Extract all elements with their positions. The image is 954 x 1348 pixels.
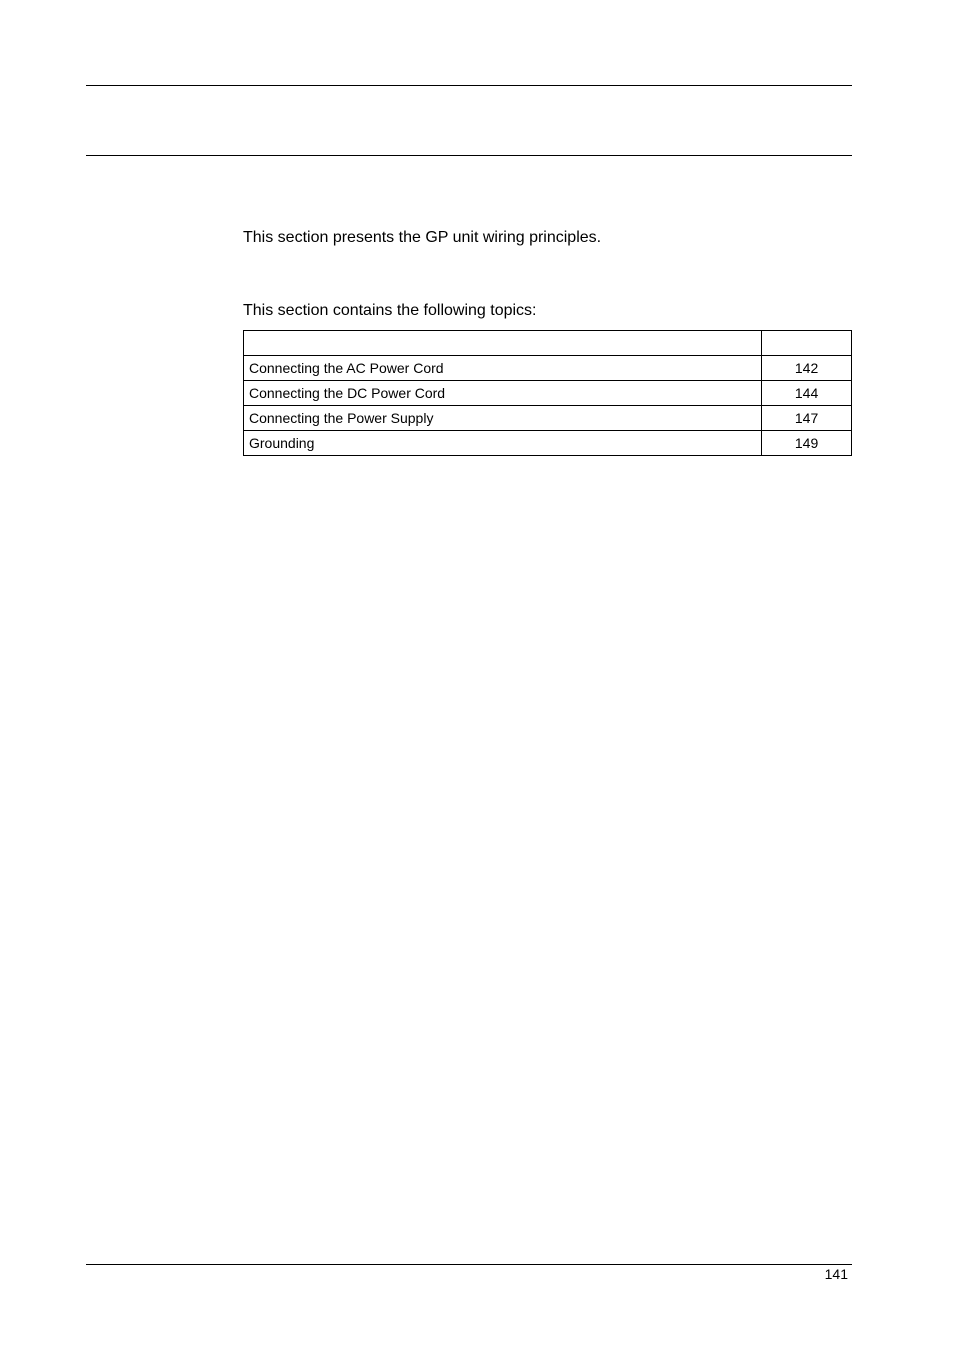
page-cell: 149 xyxy=(762,431,852,456)
page-cell: 142 xyxy=(762,356,852,381)
page-cell: 147 xyxy=(762,406,852,431)
table-row xyxy=(244,406,852,431)
topic-cell: Connecting the DC Power Cord xyxy=(244,381,762,406)
table-row xyxy=(244,356,852,381)
header-rule-top xyxy=(86,85,852,86)
header-rule-bottom xyxy=(86,155,852,156)
topic-cell: Connecting the Power Supply xyxy=(244,406,762,431)
topic-column-header xyxy=(244,331,762,356)
contents-lead-paragraph: This section contains the following topics: xyxy=(243,302,537,319)
topic-cell: Grounding xyxy=(244,431,762,456)
page-column-header xyxy=(762,331,852,356)
topic-cell: Connecting the AC Power Cord xyxy=(244,356,762,381)
intro-paragraph: This section presents the GP unit wiring principles. xyxy=(243,229,602,246)
page-cell: 144 xyxy=(762,381,852,406)
page-number: 141 xyxy=(824,1266,848,1282)
table-row xyxy=(244,381,852,406)
topics-table-header-row xyxy=(244,331,852,356)
topics-table xyxy=(243,330,852,456)
table-row xyxy=(244,431,852,456)
footer-rule xyxy=(86,1264,852,1265)
